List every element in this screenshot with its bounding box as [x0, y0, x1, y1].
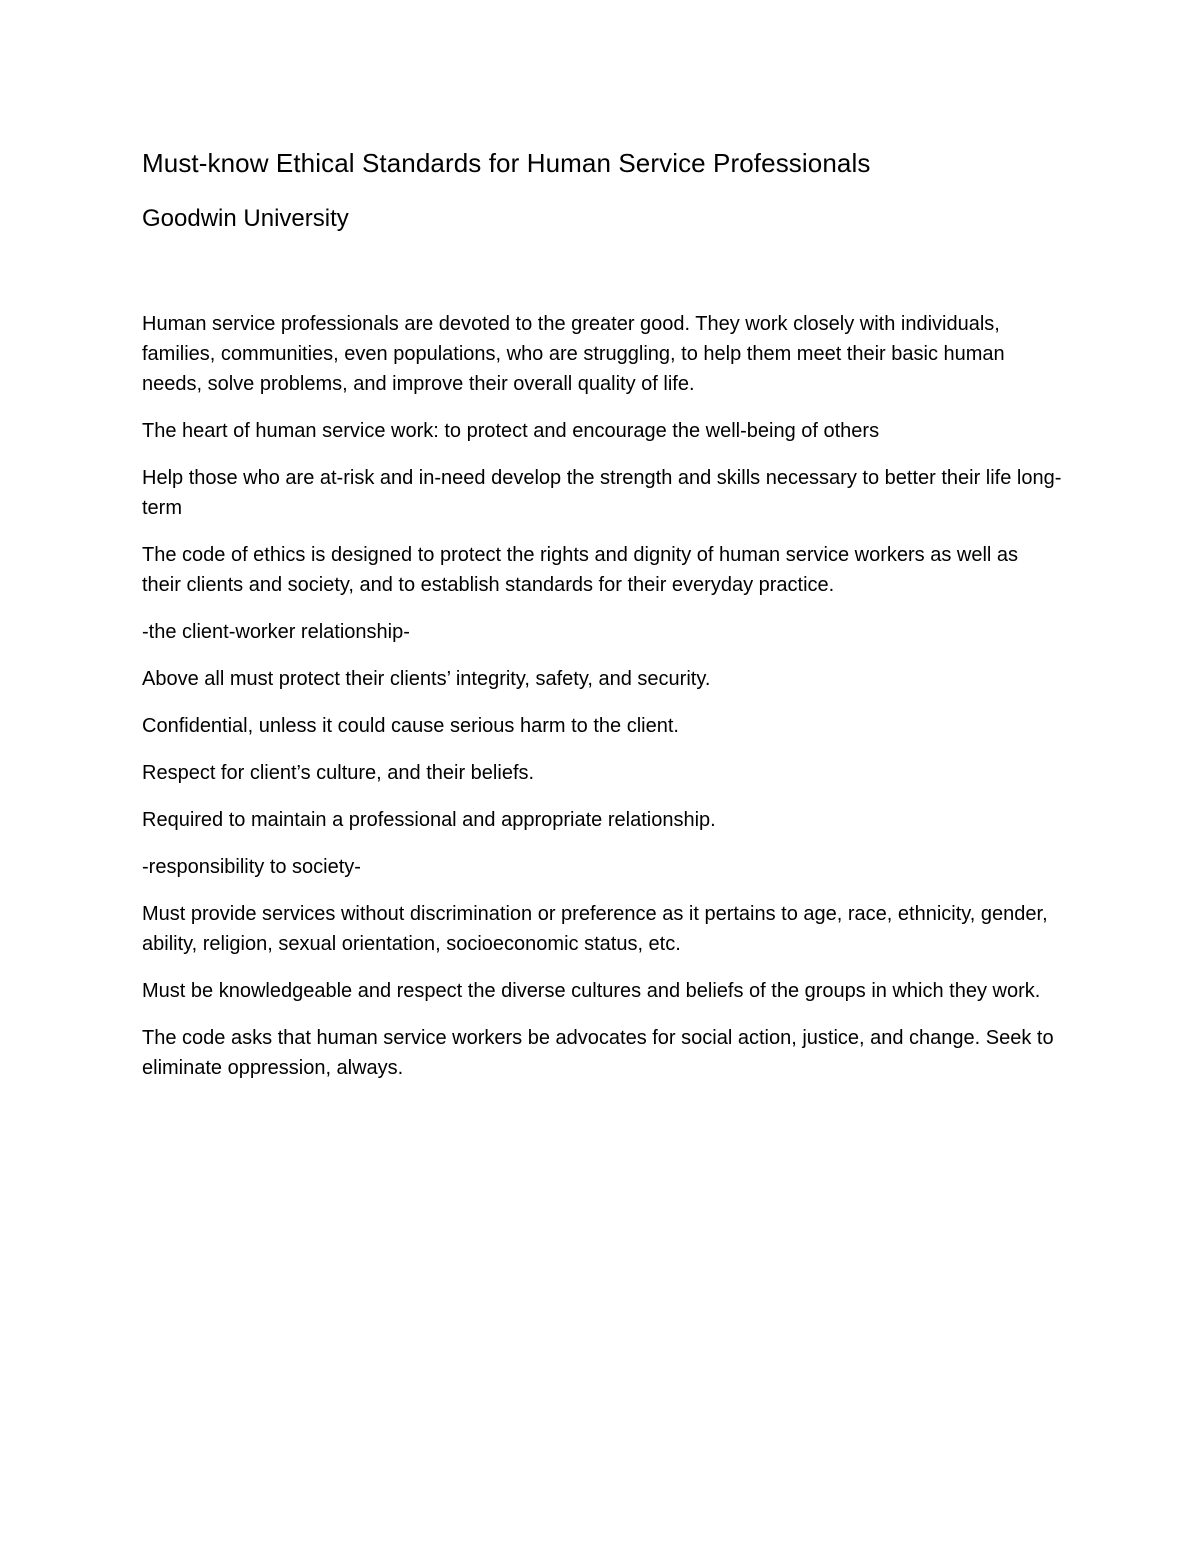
paragraph-no-discrimination: Must provide services without discrimination or preference as it pertains to age, race, ethnicity, gender, ability, religion, sexual orientation, socioeconomic status, etc. — [142, 903, 1048, 955]
section-heading-client-worker: -the client-worker relationship- — [142, 621, 410, 643]
document-title: Must-know Ethical Standards for Human Service Professionals — [142, 148, 871, 178]
paragraph-intro: Human service professionals are devoted to the greater good. They work closely with individuals, families, communities, even populations, who are struggling, to help them meet their basic human needs, solve problems, and improve their overall quality of life. — [142, 313, 1005, 395]
section-heading-society: -responsibility to society- — [142, 856, 361, 878]
paragraph-respect-culture: Respect for client’s culture, and their beliefs. — [142, 762, 535, 784]
paragraph-protect-clients: Above all must protect their clients’ integrity, safety, and security. — [142, 668, 711, 690]
paragraph-diverse-cultures: Must be knowledgeable and respect the diverse cultures and beliefs of the groups in which they work. — [142, 980, 1041, 1002]
document-subtitle: Goodwin University — [142, 205, 349, 232]
document-body — [142, 146, 1062, 1100]
paragraph-confidential: Confidential, unless it could cause serious harm to the client. — [142, 715, 679, 737]
paragraph-heart-of-work: The heart of human service work: to protect and encourage the well-being of others — [142, 420, 880, 442]
paragraph-advocates: The code asks that human service workers be advocates for social action, justice, and change. Seek to eliminate oppression, always. — [142, 1027, 1054, 1079]
paragraph-help-at-risk: Help those who are at-risk and in-need develop the strength and skills necessary to better their life long-term — [142, 467, 1062, 519]
paragraph-code-of-ethics: The code of ethics is designed to protect the rights and dignity of human service workers as well as their clients and society, and to establish standards for their everyday practice. — [142, 544, 1019, 596]
paragraph-professional-relationship: Required to maintain a professional and appropriate relationship. — [142, 809, 716, 831]
